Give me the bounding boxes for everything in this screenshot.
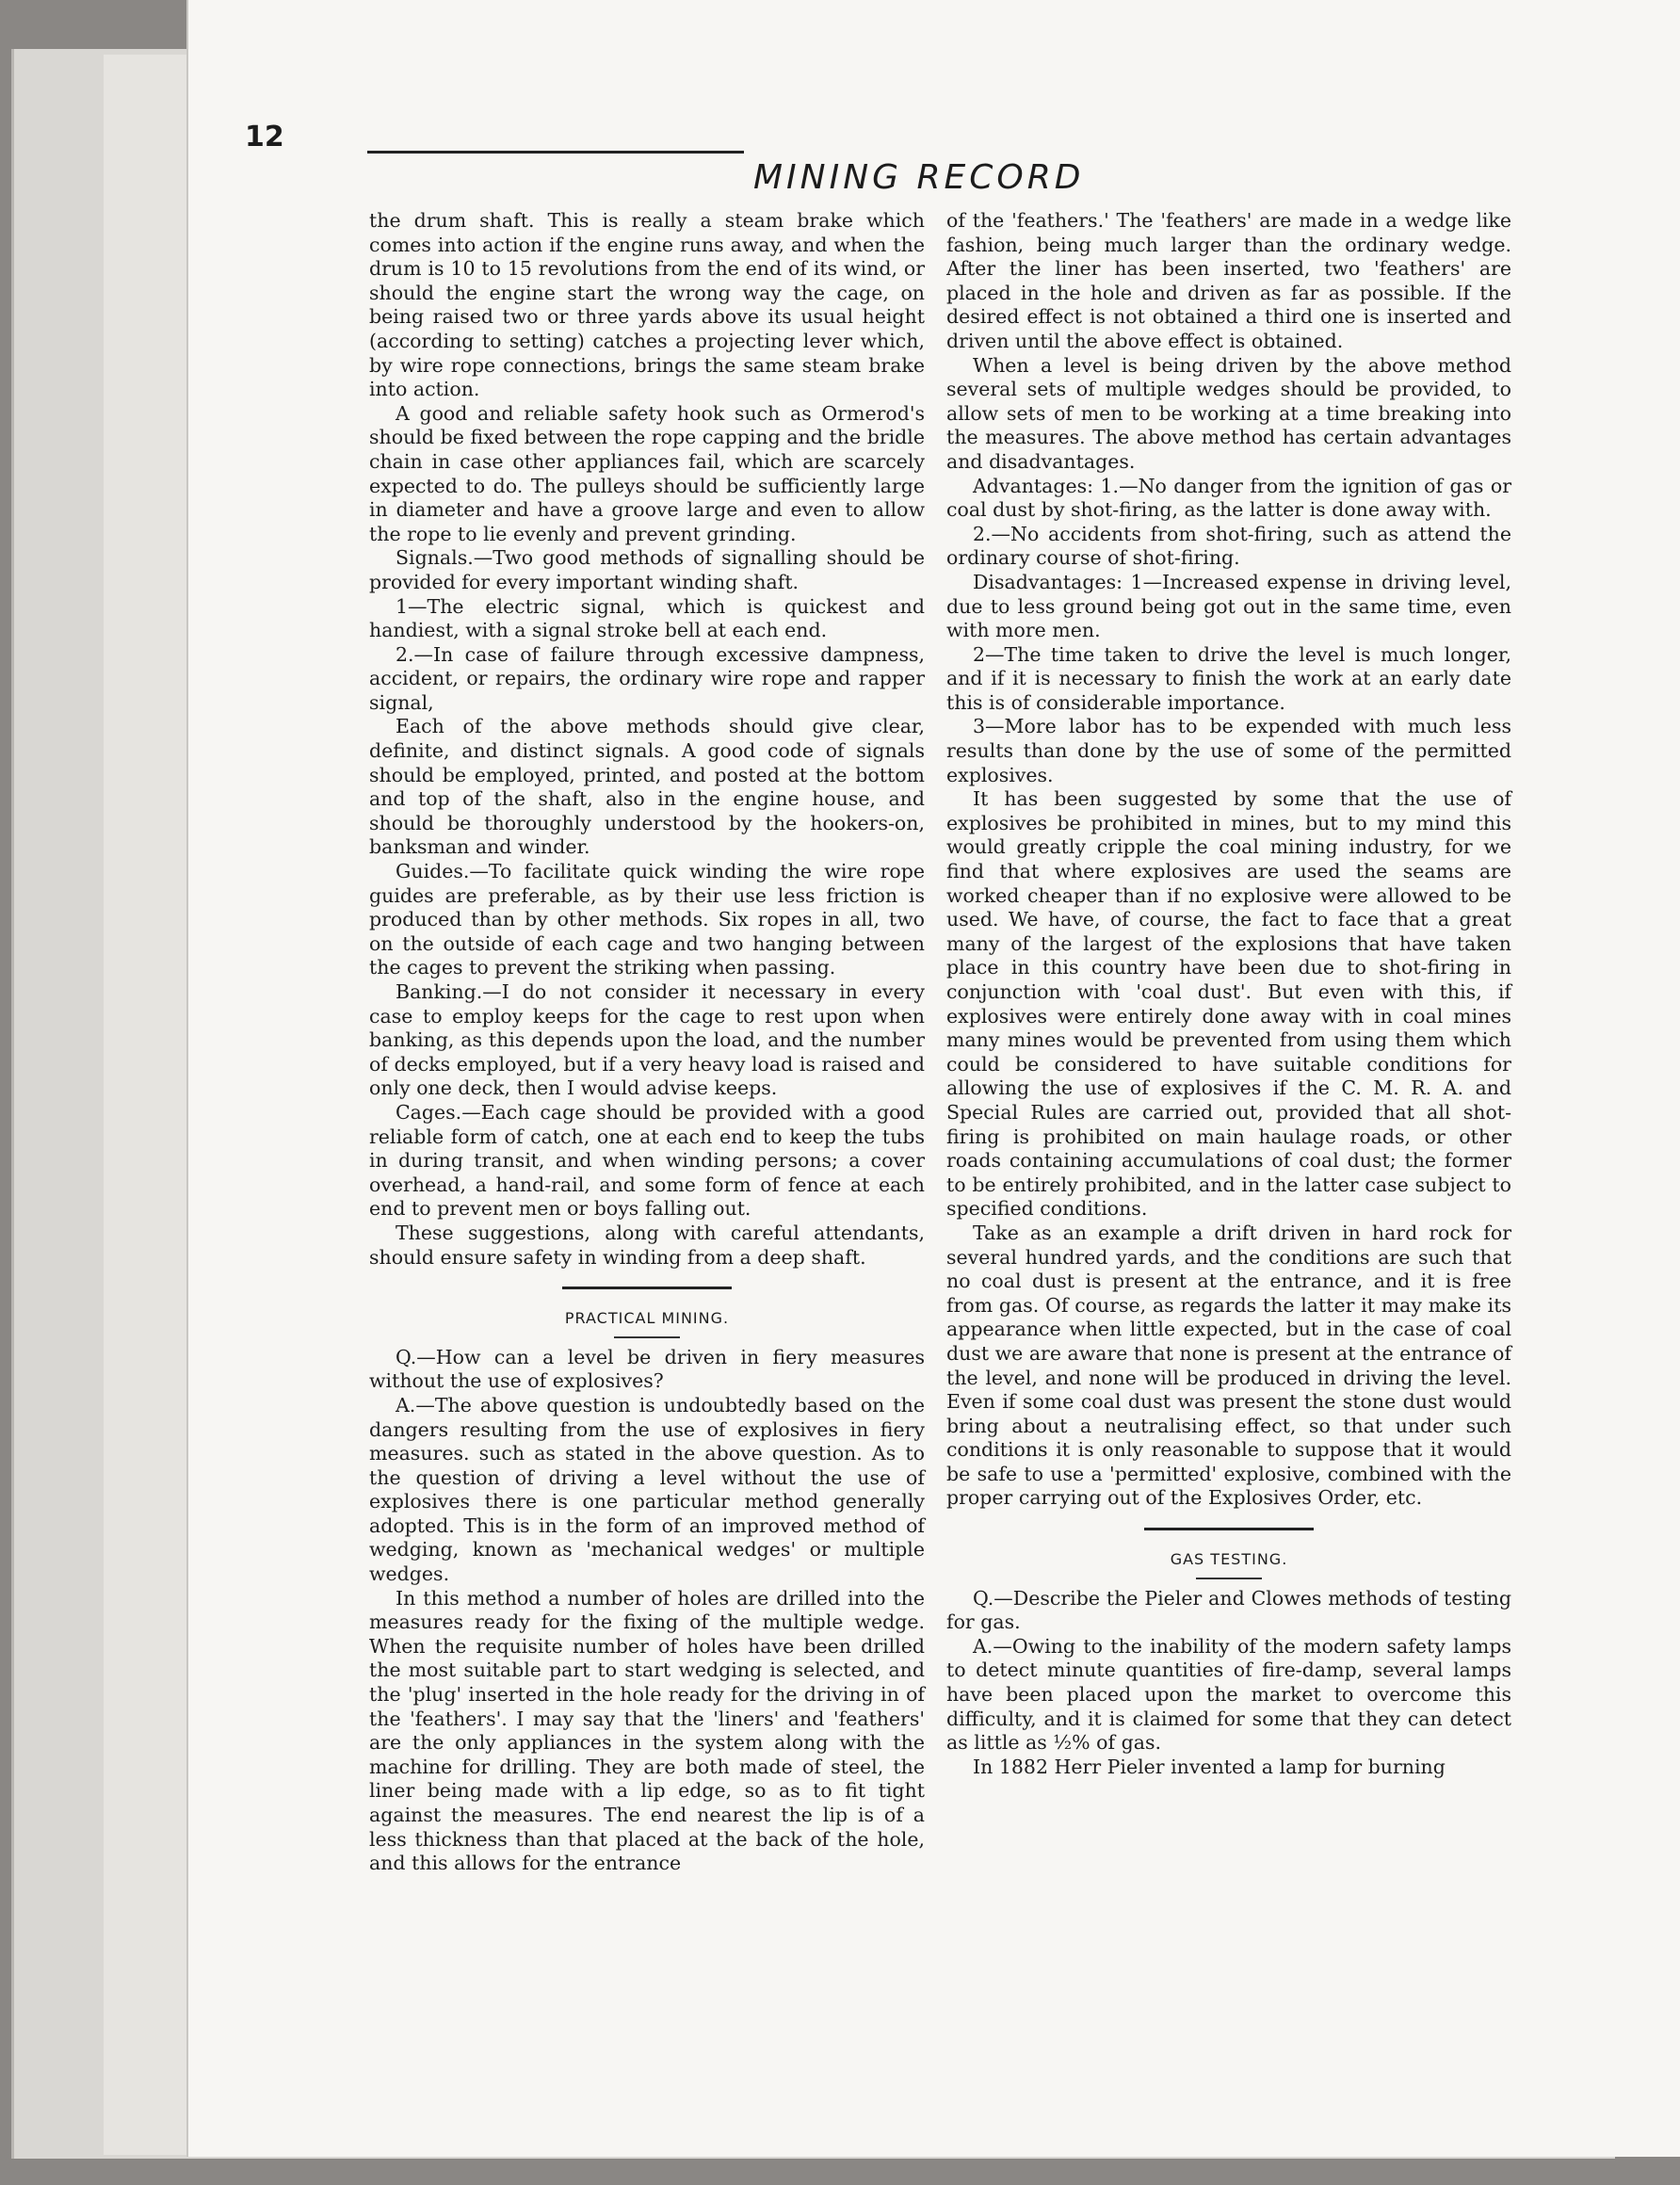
paragraph: In this method a number of holes are drilled into the measures ready for the fixing of the multiple wedge. When the requisite number of holes have been drilled the most suitable part to start wedging is selected, and the 'plug' inserted in the hole ready for the driving in of the 'feathers'. I may say that the 'liners' and 'feathers' are the only appliances in the system along with the machine for drilling. They are both made of steel, the liner being made with a lip edge, so as to fit tight against the measures. The end nearest the lip is of a less thickness than that placed at the back of the hole, and this allows for the entrance	[369, 1586, 925, 1875]
paragraph: the drum shaft. This is really a steam brake which comes into action if the engine runs away, and when the drum is 10 to 15 revolutions from the end of its wind, or should the engine start the wrong way the cage, on being raised two or three yards above its usual height (according to setting) catches a projecting lever which, by wire rope connections, brings the same steam brake into action.	[369, 209, 925, 401]
paragraph: 2.—No accidents from shot-firing, such as attend the ordinary course of shot-firing.	[946, 522, 1511, 570]
paragraph: Disadvantages: 1—Increased expense in driving level, due to less ground being got out in the same time, even with more men.	[946, 570, 1511, 642]
left-column	[369, 209, 925, 1876]
paragraph: A good and reliable safety hook such as Ormerod's should be fixed between the rope capping and the bridle chain in case other appliances fail, which are scarcely expected to do. The pulleys should be sufficiently large in diameter and have a groove large and even to allow the rope to lie evenly and prevent grinding.	[369, 401, 925, 545]
header-rule	[367, 151, 744, 154]
paragraph: Advantages: 1.—No danger from the ignition of gas or coal dust by shot-firing, as the latter is done away with.	[946, 474, 1511, 522]
paragraph: of the 'feathers.' The 'feathers' are made in a wedge like fashion, being much larger than the ordinary wedge. After the liner has been inserted, two 'feathers' are placed in the hole and driven as far as possible. If the desired effect is not obtained a third one is inserted and driven until the above effect is obtained.	[946, 209, 1511, 352]
paragraph: In 1882 Herr Pieler invented a lamp for burning	[973, 1755, 1446, 1778]
section-underline	[614, 1336, 680, 1338]
paragraph: Signals.—Two good methods of signalling should be provided for every important winding shaft.	[369, 546, 925, 593]
paragraph: Banking.—I do not consider it necessary in every case to employ keeps for the cage to rest upon when banking, as this depends upon the load, and the number of decks employed, but if a very heavy load is raised and only one deck, then I would advise keeps.	[369, 980, 925, 1100]
publication-title: MINING RECORD	[753, 158, 1085, 197]
section-divider	[562, 1287, 732, 1289]
paragraph: These suggestions, along with careful attendants, should ensure safety in winding from a deep shaft.	[369, 1221, 925, 1269]
right-column	[946, 209, 1511, 1779]
paragraph: Cages.—Each cage should be provided with a good reliable form of catch, one at each end to keep the tubs in during transit, and when winding persons; a cover overhead, a hand-rail, and some form of fence at each end to prevent men or boys falling out.	[369, 1100, 925, 1221]
section-title-practical-mining: PRACTICAL MINING.	[564, 1309, 730, 1328]
paragraph: 3—More labor has to be expended with much less results than done by the use of some of the permitted explosives.	[946, 715, 1511, 786]
section-underline	[1196, 1578, 1262, 1579]
section-title-gas-testing: GAS TESTING.	[1170, 1550, 1288, 1569]
paragraph: When a level is being driven by the above method several sets of multiple wedges should be provided, to allow sets of men to be working at a time breaking into the measures. The above method has certain advantages and disadvantages.	[946, 353, 1511, 473]
section-divider	[1144, 1528, 1314, 1530]
paragraph: 2—The time taken to drive the level is much longer, and if it is necessary to finish the work at an early date this is of considerable importance.	[946, 642, 1511, 714]
paragraph: Q.—How can a level be driven in fiery measures without the use of explosives?	[369, 1345, 925, 1393]
paragraph: 2.—In case of failure through excessive dampness, accident, or repairs, the ordinary wire rope and rapper signal,	[369, 642, 925, 714]
paragraph: It has been suggested by some that the use of explosives be prohibited in mines, but to my mind this would greatly cripple the coal mining industry, for we find that where explosives are used the seams are worked cheaper than if no explosive were allowed to be used. We have, of course, the fact to face that a great many of the largest of the explosions that have taken place in this country have been due to shot-firing in conjunction with 'coal dust'. But even with this, if explosives were entirely done away with in coal mines many mines would be prevented from using them which could be considered to have suitable conditions for allowing the use of explosives if the C. M. R. A. and Special Rules are carried out, provided that all shot-firing is prohibited on main haulage roads, or other roads containing accumulations of coal dust; the former to be entirely prohibited, and in the latter case subject to specified conditions.	[946, 787, 1511, 1221]
paragraph: Each of the above methods should give clear, definite, and distinct signals. A good code of signals should be employed, printed, and posted at the bottom and top of the shaft, also in the engine house, and should be thoroughly understood by the hookers-on, banksman and winder.	[369, 715, 925, 859]
paragraph: Q.—Describe the Pieler and Clowes methods of testing for gas.	[946, 1586, 1511, 1634]
paragraph: 1—The electric signal, which is quickest and handiest, with a signal stroke bell at each end.	[369, 594, 925, 642]
paragraph: Guides.—To facilitate quick winding the wire rope guides are preferable, as by their use less friction is produced than by other methods. Six ropes in all, two on the outside of each cage and two hanging between the cages to prevent the striking when passing.	[369, 860, 925, 979]
paragraph: Take as an example a drift driven in hard rock for several hundred yards, and the conditions are such that no coal dust is present at the entrance, and it is free from gas. Of course, as regards the latter it may make its appearance when little expected, but in the case of coal dust we are aware that none is present at the entrance of the level, and none will be produced in driving the level. Even if some coal dust was present the stone dust would bring about a neutralising effect, so that under such conditions it is only reasonable to suppose that it would be safe to use a 'permitted' explosive, combined with the proper carrying out of the Explosives Order, etc.	[946, 1221, 1511, 1510]
paragraph: A.—The above question is undoubtedly based on the dangers resulting from the use of explosives in fiery measures. such as stated in the above question. As to the question of driving a level without the use of explosives there is one particular method generally adopted. This is in the form of an improved method of wedging, known as 'mechanical wedges' or multiple wedges.	[369, 1393, 925, 1586]
paragraph: A.—Owing to the inability of the modern safety lamps to detect minute quantities of fire-damp, several lamps have been placed upon the market to overcome this difficulty, and it is claimed for some that they can detect as little as ½% of gas.	[946, 1634, 1511, 1755]
page-number: 12	[245, 121, 284, 154]
